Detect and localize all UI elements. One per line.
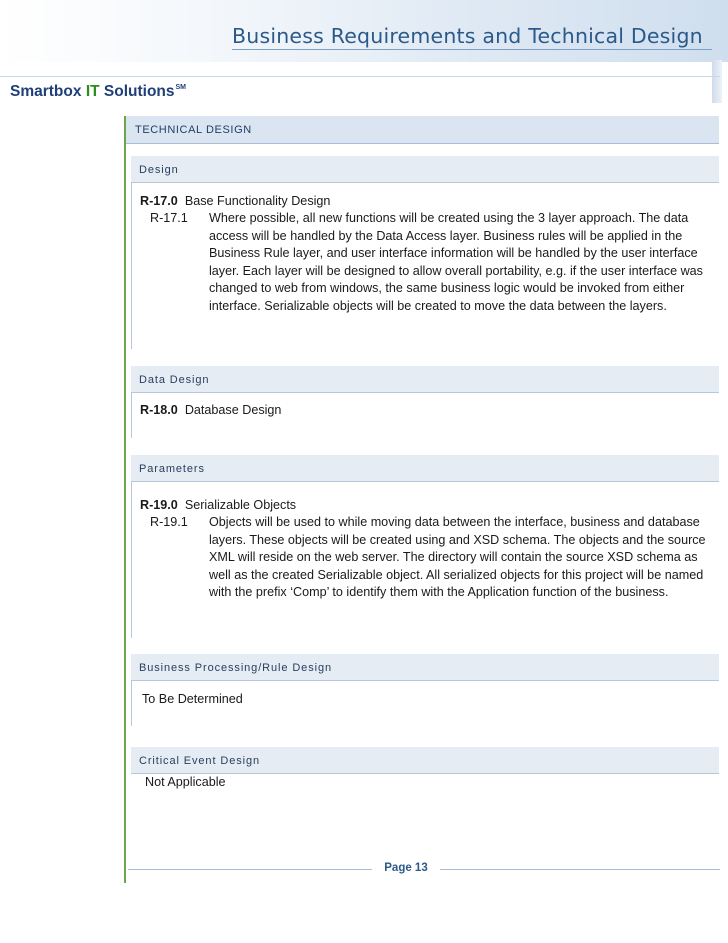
brand-name-part3: Solutions — [99, 83, 175, 100]
requirement-r-17-0 — [140, 194, 330, 208]
footer-rule-left — [128, 869, 372, 870]
subrequirement-text: Objects will be used to while moving data between the interface, business and database layers. These objects will be created using and XSD schema. The objects and the source XML will reside on the web server. The directory will contain the source XSD schema as well as the created Serializable object. All serialized objects for this project will be named with the prefix ‘Comp’ to identify them with the Application function of the business. — [209, 515, 706, 600]
requirement-title: Serializable Objects — [184, 498, 297, 512]
requirement-title: Base Functionality Design — [184, 194, 331, 208]
requirement-r-19-0 — [140, 498, 296, 512]
header-rule — [232, 49, 712, 50]
requirement-id: R-17.0 — [140, 194, 178, 208]
brand-name-it: IT — [85, 83, 100, 100]
critical-event-body: Not Applicable — [145, 775, 226, 789]
page-number: Page 13 — [384, 862, 428, 874]
header-edge — [712, 60, 722, 103]
header-divider — [0, 76, 720, 77]
document-title: Business Requirements and Technical Design — [232, 24, 703, 48]
service-mark: SM — [175, 84, 187, 91]
section-border — [131, 681, 132, 726]
section-critical-event: Critical Event Design — [131, 747, 719, 774]
subrequirement-text: Where possible, all new functions will be created using the 3 layer approach. The data access will be handled by the Data Access layer. Business rules will be applied in the Business Rule layer, and user interface information will be handled by the user interface layer. Each layer will be designed to allow overall portability, e.g. if the user interface was changed to web from windows, the same business logic would be invoked from either interface. Serializable objects will be created to move the data between the layers. — [209, 211, 703, 313]
company-logo — [10, 83, 186, 101]
section-parameters: Parameters — [131, 455, 719, 482]
section-design: Design — [131, 156, 719, 183]
subrequirement-id: R-17.1 — [150, 211, 188, 225]
requirement-title: Database Design — [184, 403, 282, 417]
requirement-id: R-19.0 — [140, 498, 178, 512]
requirement-r-18-0 — [140, 403, 281, 417]
footer-rule-right — [440, 869, 720, 870]
section-data-design: Data Design — [131, 366, 719, 393]
section-technical-design: TECHNICAL DESIGN — [126, 116, 719, 144]
subrequirement-id: R-19.1 — [150, 515, 188, 529]
section-business-processing: Business Processing/Rule Design — [131, 654, 719, 681]
section-border — [131, 183, 132, 349]
requirement-id: R-18.0 — [140, 403, 178, 417]
business-processing-body: To Be Determined — [142, 692, 243, 706]
section-border — [131, 393, 132, 438]
section-border — [131, 482, 132, 638]
brand-name-part1: Smartbox — [10, 83, 86, 100]
margin-line — [124, 116, 126, 883]
